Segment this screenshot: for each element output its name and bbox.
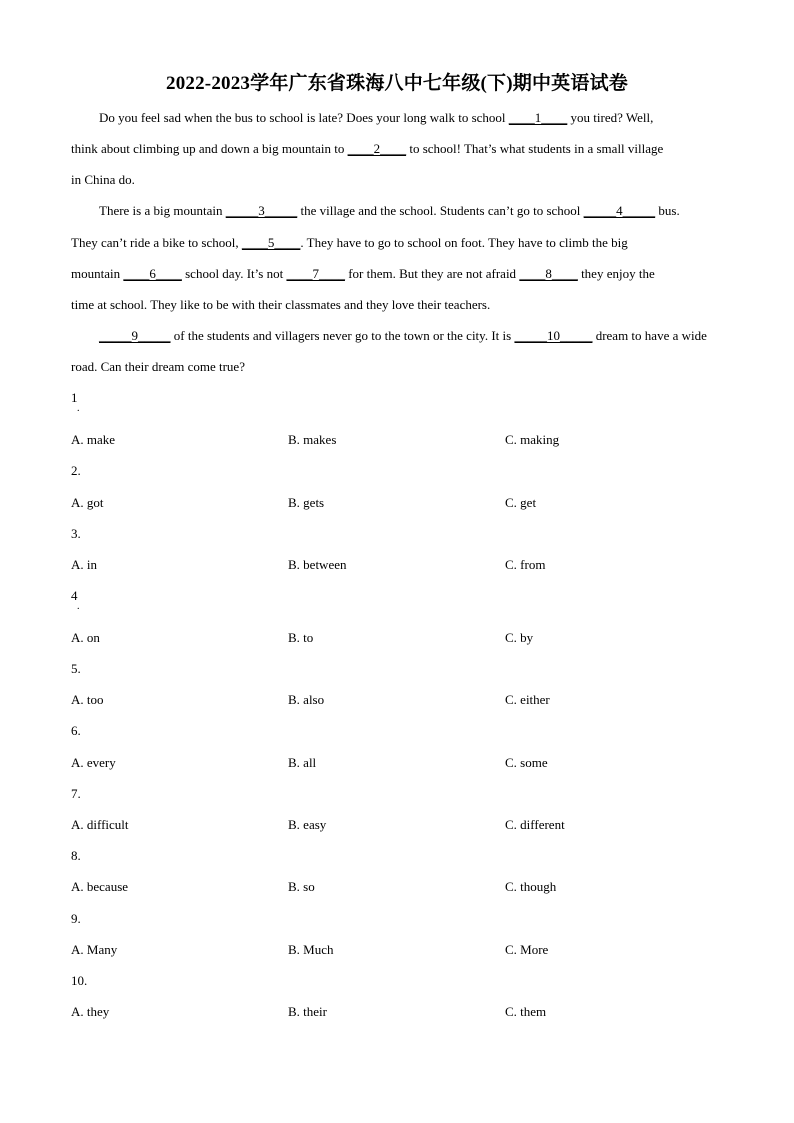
passage-text: They can’t ride a bike to school, [71, 235, 242, 250]
option-a[interactable]: A. because [71, 879, 129, 894]
passage-text: to school! That’s what students in a small village [406, 141, 664, 156]
option-b[interactable]: B. so [288, 879, 315, 894]
option-a[interactable]: A. make [71, 432, 116, 447]
option-b[interactable]: B. all [288, 755, 317, 770]
option-c[interactable]: C. them [505, 1004, 547, 1019]
question-number: 3. [71, 526, 81, 541]
blank-1: ____1____ [508, 110, 568, 125]
passage-text: road. Can their dream come true? [71, 359, 245, 374]
option-c[interactable]: C. either [505, 692, 550, 707]
passage-line [71, 359, 245, 375]
option-c[interactable]: C. get [505, 495, 537, 510]
passage-line [71, 297, 490, 313]
option-c[interactable]: C. More [505, 942, 549, 957]
blank-9: _____9_____ [99, 328, 171, 343]
passage-line [99, 110, 653, 126]
passage-text: of the students and villagers never go to the town or the city. It is [170, 328, 515, 343]
passage-line [71, 172, 135, 188]
question-number: 10. [71, 973, 88, 988]
passage-text: you tired? Well, [567, 110, 654, 125]
blank-5: ____5____ [241, 235, 301, 250]
question-number: 6. [71, 723, 81, 738]
option-a[interactable]: A. in [71, 557, 97, 572]
question-number: 1 . [71, 390, 80, 414]
option-b[interactable]: B. makes [288, 432, 337, 447]
passage-line [99, 328, 707, 344]
option-c[interactable]: C. from [505, 557, 546, 572]
blank-6: ____6____ [123, 266, 182, 281]
passage-line [71, 266, 655, 282]
option-a[interactable]: A. every [71, 755, 116, 770]
blank-10: _____10_____ [514, 328, 593, 343]
passage-line [99, 203, 680, 219]
blank-4: _____4_____ [583, 203, 656, 218]
question-dot: . [77, 601, 80, 612]
option-c[interactable]: C. making [505, 432, 560, 447]
option-a[interactable]: A. they [71, 1004, 110, 1019]
option-a[interactable]: A. difficult [71, 817, 129, 832]
option-b[interactable]: B. Much [288, 942, 334, 957]
option-c[interactable]: C. by [505, 630, 534, 645]
passage-text: mountain [71, 266, 124, 281]
option-a[interactable]: A. too [71, 692, 104, 707]
option-b[interactable]: B. also [288, 692, 325, 707]
passage-text: There is a big mountain [99, 203, 226, 218]
option-b[interactable]: B. gets [288, 495, 325, 510]
question-number: 5. [71, 661, 81, 676]
passage-text: in China do. [71, 172, 135, 187]
blank-7: ____7____ [286, 266, 345, 281]
passage-line [71, 235, 628, 251]
passage-text: . They have to go to school on foot. They have to climb the big [300, 235, 628, 250]
page-title: 2022-2023学年广东省珠海八中七年级(下)期中英语试卷 [166, 73, 628, 94]
question-dot: . [77, 403, 80, 414]
option-a[interactable]: A. on [71, 630, 100, 645]
question-number: 8. [71, 848, 81, 863]
question-number: 7. [71, 786, 81, 801]
option-c[interactable]: C. though [505, 879, 557, 894]
option-b[interactable]: B. to [288, 630, 314, 645]
passage-text: dream to have a wide [592, 328, 707, 343]
blank-2: ____2____ [347, 141, 407, 156]
passage-text: bus. [655, 203, 680, 218]
question-number: 9. [71, 911, 81, 926]
option-c[interactable]: C. different [505, 817, 565, 832]
option-a[interactable]: A. Many [71, 942, 118, 957]
passage-line [71, 141, 663, 157]
option-c[interactable]: C. some [505, 755, 548, 770]
blank-8: ____8____ [519, 266, 578, 281]
option-b[interactable]: B. between [288, 557, 347, 572]
option-a[interactable]: A. got [71, 495, 104, 510]
question-number: 4 . [71, 588, 80, 612]
passage-text: Do you feel sad when the bus to school is late? Does your long walk to school [99, 110, 509, 125]
passage-text: think about climbing up and down a big mountain to [71, 141, 348, 156]
passage-text: for them. But they are not afraid [344, 266, 520, 281]
option-b[interactable]: B. their [288, 1004, 327, 1019]
passage-text: time at school. They like to be with their classmates and they love their teachers. [71, 297, 491, 312]
passage-text: school day. It’s not [181, 266, 287, 281]
passage-text: they enjoy the [577, 266, 655, 281]
passage-text: the village and the school. Students can’t go to school [297, 203, 584, 218]
blank-3: _____3_____ [225, 203, 298, 218]
question-number: 2. [71, 463, 81, 478]
option-b[interactable]: B. easy [288, 817, 327, 832]
